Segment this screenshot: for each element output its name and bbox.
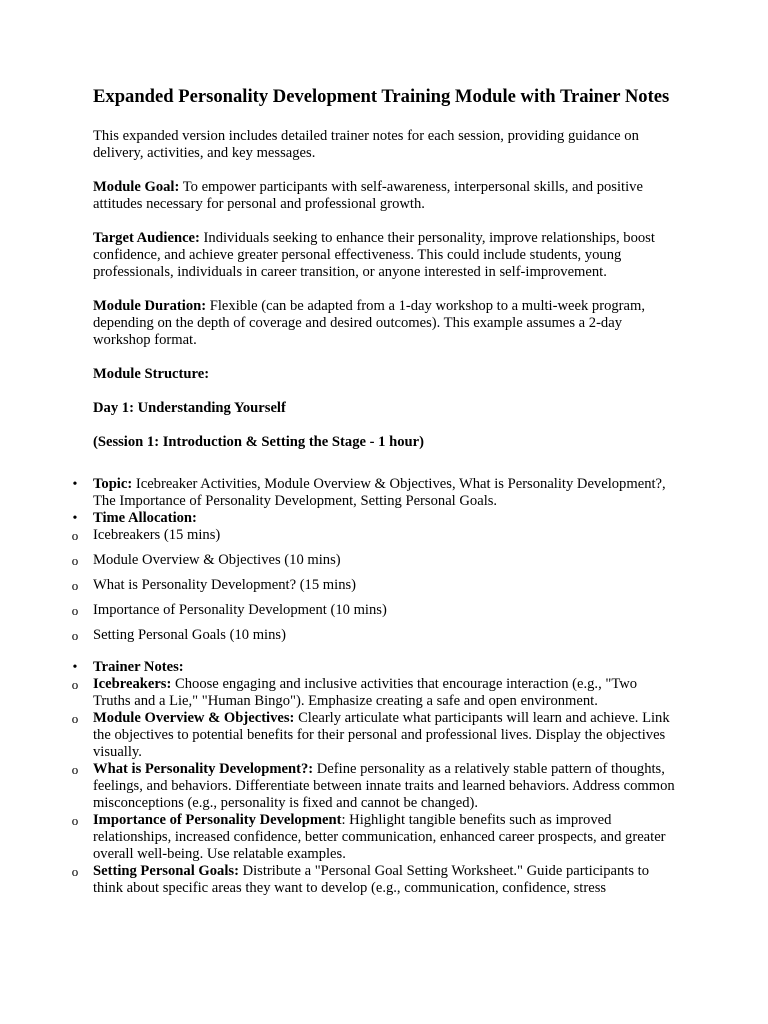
circle-bullet: o bbox=[71, 864, 79, 879]
note-text: : Highlight tangible benefits such as improved relationships, increased confidence, better communication, enhanced career prospects, and greater overall well-being. Use relatable examples. bbox=[93, 812, 666, 862]
time-item-text: Icebreakers (15 mins) bbox=[93, 527, 221, 543]
module-goal-label: Module Goal: bbox=[93, 179, 180, 195]
time-item-text: Module Overview & Objectives (10 mins) bbox=[93, 552, 341, 568]
time-item-text: Importance of Personality Development (10 mins) bbox=[93, 602, 387, 618]
topic-text: Icebreaker Activities, Module Overview & Objectives, What is Personality Development?, The Importance of Personality Development, Setting Personal Goals. bbox=[93, 476, 666, 509]
intro-paragraph: This expanded version includes detailed trainer notes for each session, providing guidance on delivery, activities, and key messages. bbox=[93, 128, 639, 161]
trainer-notes-item bbox=[72, 659, 676, 676]
time-allocation-label: Time Allocation: bbox=[93, 510, 197, 526]
trainer-notes-label: Trainer Notes: bbox=[93, 659, 184, 675]
session1-list bbox=[72, 476, 676, 527]
circle-bullet: o bbox=[71, 711, 79, 726]
circle-bullet: o bbox=[71, 628, 79, 643]
time-item-text: What is Personality Development? (15 mins) bbox=[93, 577, 357, 593]
module-duration-paragraph bbox=[93, 298, 676, 349]
session1-heading: (Session 1: Introduction & Setting the Stage - 1 hour) bbox=[93, 434, 424, 450]
circle-bullet: o bbox=[71, 578, 79, 593]
note-text: Choose engaging and inclusive activities that encourage interaction (e.g., "Two Truths and a Lie," "Human Bingo"). Emphasize creating a safe and open environment. bbox=[93, 676, 638, 709]
list-item bbox=[71, 863, 676, 897]
disc-bullet: • bbox=[72, 511, 78, 526]
circle-bullet: o bbox=[71, 603, 79, 618]
topic-label: Topic: bbox=[93, 476, 133, 492]
circle-bullet: o bbox=[71, 528, 79, 543]
note-text: Distribute a "Personal Goal Setting Worksheet." Guide participants to think about specific areas they want to develop (e.g., communication, confidence, stress bbox=[93, 863, 650, 896]
target-audience-paragraph bbox=[93, 230, 676, 281]
time-allocation-item bbox=[72, 510, 676, 527]
circle-bullet: o bbox=[71, 677, 79, 692]
list-item bbox=[71, 577, 676, 594]
note-label: Module Overview & Objectives: bbox=[93, 710, 295, 726]
disc-bullet: • bbox=[72, 660, 78, 675]
list-item bbox=[71, 627, 676, 644]
list-item bbox=[71, 710, 676, 761]
target-audience-text: Individuals seeking to enhance their personality, improve relationships, boost confidence, and achieve greater personal effectiveness. This could include students, young professionals, individuals in career transition, or anyone interested in self-improvement. bbox=[93, 230, 655, 280]
module-duration-label: Module Duration: bbox=[93, 298, 207, 314]
note-label: Icebreakers: bbox=[93, 676, 172, 692]
trainer-notes-list bbox=[72, 659, 676, 676]
list-item bbox=[71, 527, 676, 544]
list-item bbox=[71, 676, 676, 710]
target-audience-label: Target Audience: bbox=[93, 230, 200, 246]
module-duration-text: Flexible (can be adapted from a 1-day workshop to a multi-week program, depending on the depth of coverage and desired outcomes). This example assumes a 2-day workshop format. bbox=[93, 298, 645, 348]
circle-bullet: o bbox=[71, 553, 79, 568]
page-title: Expanded Personality Development Training Module with Trainer Notes bbox=[93, 86, 670, 107]
list-item bbox=[71, 602, 676, 619]
note-text: Define personality as a relatively stable pattern of thoughts, feelings, and behaviors. Differentiate between innate traits and learned behaviors. Address common misconceptions (e.g., personality is fixed and cannot be changed). bbox=[93, 761, 675, 811]
time-allocation-list bbox=[71, 527, 676, 644]
note-label: Setting Personal Goals: bbox=[93, 863, 239, 879]
module-goal-text: To empower participants with self-awareness, interpersonal skills, and positive attitudes necessary for personal and professional growth. bbox=[93, 179, 643, 212]
note-label: Importance of Personality Development bbox=[93, 812, 342, 828]
note-text: Clearly articulate what participants will learn and achieve. Link the objectives to potential benefits for their personal and professional lives. Display the objectives visually. bbox=[93, 710, 670, 760]
day1-heading: Day 1: Understanding Yourself bbox=[93, 400, 286, 416]
trainer-notes-sublist bbox=[71, 676, 676, 897]
circle-bullet: o bbox=[71, 762, 79, 777]
time-item-text: Setting Personal Goals (10 mins) bbox=[93, 627, 286, 643]
list-item bbox=[71, 552, 676, 569]
module-structure-heading: Module Structure: bbox=[93, 366, 210, 382]
note-label: What is Personality Development?: bbox=[93, 761, 314, 777]
disc-bullet: • bbox=[72, 477, 78, 492]
list-item bbox=[71, 812, 676, 863]
topic-item bbox=[72, 476, 676, 510]
module-goal-paragraph bbox=[93, 179, 676, 213]
list-item bbox=[71, 761, 676, 812]
circle-bullet: o bbox=[71, 813, 79, 828]
